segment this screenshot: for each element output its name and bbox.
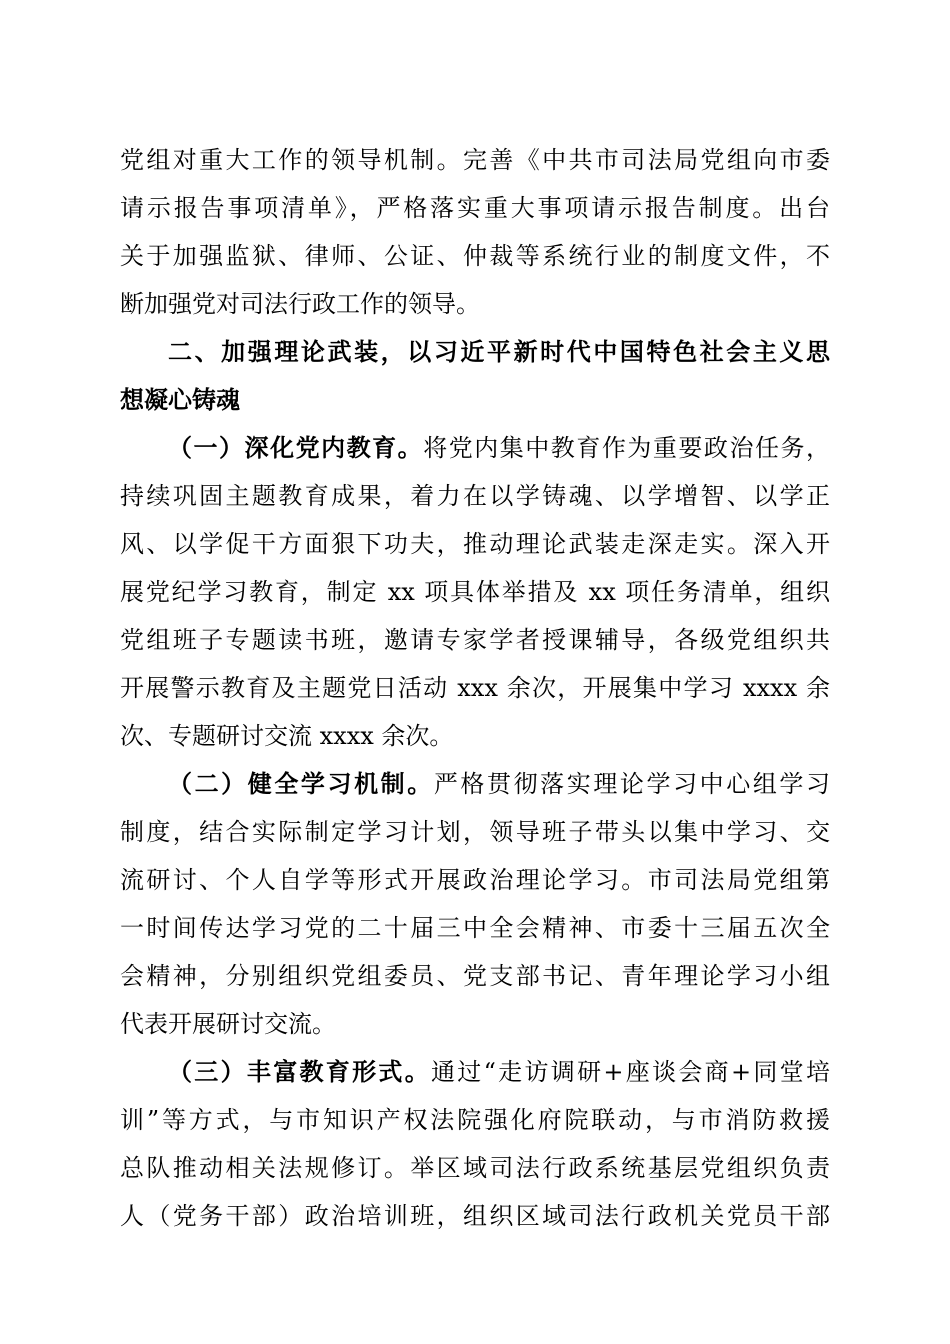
para2-line-6: 代表开展研讨交流。: [120, 1010, 336, 1038]
para1-line-4: 展党纪学习教育，制定 xx 项具体举措及 xx 项任务清单，组织: [120, 578, 830, 606]
para1-lead: （一）深化党内教育。: [168, 434, 424, 462]
continuation-line-4: 断加强党对司法行政工作的领导。: [120, 290, 480, 318]
continuation-line-3: 关于加强监狱、律师、公证、仲裁等系统行业的制度文件，不: [120, 242, 830, 270]
para1-first-rest: 将党内集中教育作为重要政治任务，: [423, 434, 831, 462]
continuation-line-1: 党组对重大工作的领导机制。完善《中共市司法局党组向市委: [120, 146, 830, 174]
para1-first-line: [168, 424, 830, 472]
para2-lead: （二）健全学习机制。: [168, 770, 434, 798]
para3-line-2: 训”等方式，与市知识产权法院强化府院联动，与市消防救援: [120, 1106, 830, 1134]
para1-line-5: 党组班子专题读书班，邀请专家学者授课辅导，各级党组织共: [120, 626, 830, 654]
para2-first-rest: 严格贯彻落实理论学习中心组学习: [433, 770, 831, 798]
para3-first-rest: 通过“走访调研+座谈会商+同堂培: [431, 1058, 830, 1086]
para1-line-3: 风、以学促干方面狠下功夫，推动理论武装走深走实。深入开: [120, 530, 830, 558]
para2-line-2: 制度，结合实际制定学习计划，领导班子带头以集中学习、交: [120, 818, 830, 846]
para2-line-5: 会精神，分别组织党组委员、党支部书记、青年理论学习小组: [120, 962, 830, 990]
para2-line-4: 一时间传达学习党的二十届三中全会精神、市委十三届五次全: [120, 914, 830, 942]
para2-line-3: 流研讨、个人自学等形式开展政治理论学习。市司法局党组第: [120, 866, 830, 894]
para3-line-4: 人（党务干部）政治培训班，组织区域司法行政机关党员干部: [120, 1202, 830, 1230]
para3-lead: （三）丰富教育形式。: [168, 1058, 431, 1086]
section-heading-line-1: 二、加强理论武装，以习近平新时代中国特色社会主义思: [168, 338, 830, 366]
para1-line-2: 持续巩固主题教育成果，着力在以学铸魂、以学增智、以学正: [120, 482, 830, 510]
para3-line-3: 总队推动相关法规修订。举区域司法行政系统基层党组织负责: [120, 1154, 830, 1182]
para3-first-line: [168, 1048, 830, 1096]
continuation-line-2: 请示报告事项清单》，严格落实重大事项请示报告制度。出台: [120, 194, 830, 222]
para1-line-7: 次、专题研讨交流 xxxx 余次。: [120, 722, 454, 750]
para1-line-6: 开展警示教育及主题党日活动 xxx 余次，开展集中学习 xxxx 余: [120, 674, 830, 702]
section-heading-line-2: 想凝心铸魂: [120, 386, 240, 414]
para2-first-line: [168, 760, 830, 808]
